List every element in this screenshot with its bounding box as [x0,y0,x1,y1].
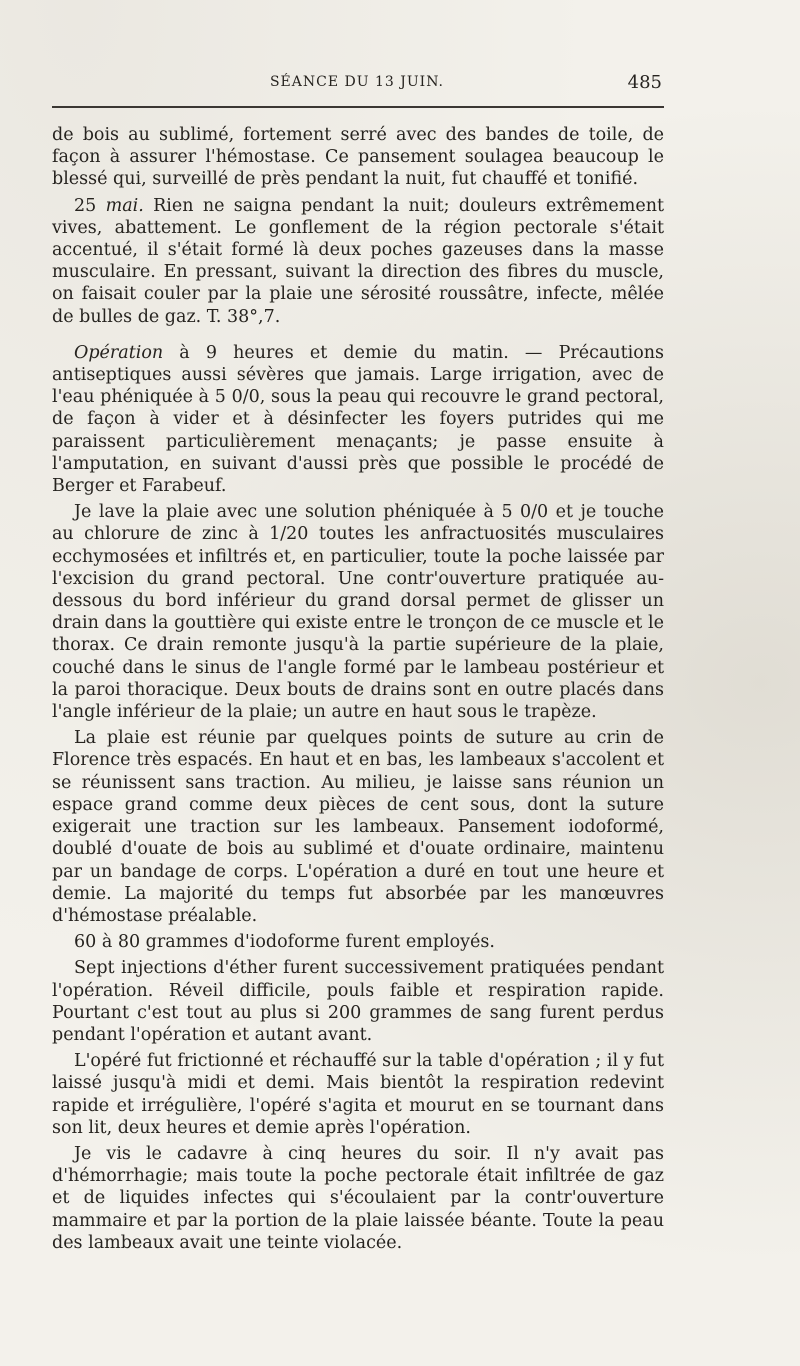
paragraph-text: Je lave la plaie avec une solution phéniquée à 5 0/0 et je touche au chlorure de zinc à 1/20 toutes les anfractuosités musculaires ecchymosées et infiltrés et, en particulier, toute la poche laissée par l'excision du grand pectoral. Une contr'ouverture pratiquée au-dessous du bord inférieur du grand dorsal permet de glisser un drain dans la gouttière qui existe entre le tronçon de ce muscle et le thorax. Ce drain remonte jusqu'à la partie supérieure de la plaie, couché dans le sinus de l'angle formé par le lambeau postérieur et la paroi thoracique. Deux bouts de drains sont en outre placés dans l'angle inférieur de la plaie; un autre en haut sous le trapèze. [52,502,664,723]
paragraph-6 [52,931,664,953]
paragraph-text: de bois au sublimé, fortement serré avec des bandes de toile, de façon à assurer l'hémostase. Ce pansement soulagea beaucoup le blessé qui, surveillé de près pendant la nuit, fut chauffé et tonifié. [52,125,664,190]
date-day: 25 [74,195,106,216]
paragraph-text: Je vis le cadavre à cinq heures du soir. Il n'y avait pas d'hémorrhagie; mais toute la poche pectorale était infiltrée de gaz et de liquides infectes qui s'écoulaient par la contr'ouverture mammaire et par la portion de la plaie laissée béante. Toute la peau des lambeaux avait une teinte violacée. [52,1143,664,1253]
page-header [52,74,662,100]
paragraph-4 [52,501,664,723]
paragraph-text: à 9 heures et demie du matin. — Précautions antiseptiques aussi sévères que jamais. Large irrigation, avec de l'eau phéniquée à 5 0/0, sous la peau qui recouvre le grand pectoral, de façon à vider et à désinfecter les foyers putrides qui me paraissent particulièrement menaçants; je passe ensuite à l'amputation, en suivant d'aussi près que possible le procédé de Berger et Farabeuf. [52,342,664,497]
body-text [52,124,664,1254]
paragraph-9 [52,1143,664,1254]
page-number: 485 [627,72,662,93]
paragraph-1 [52,124,664,191]
paragraph-text: L'opéré fut frictionné et réchauffé sur la table d'opération ; il y fut laissé jusqu'à midi et demi. Mais bientôt la respiration redevint rapide et irrégulière, l'opéré s'agita et mourut en se tournant dans son lit, deux heures et demie après l'opération. [52,1051,664,1138]
date-month: mai. [105,195,144,216]
paragraph-2 [52,195,664,328]
paragraph-7 [52,957,664,1046]
paragraph-text: Rien ne saigna pendant la nuit; douleurs extrêmement vives, abattement. Le gonflement de la région pectorale s'était accentué, il s'était formé là deux poches gazeuses dans la masse musculaire. En pressant, suivant la direction des fibres du muscle, on faisait couler par la plaie une sérosité roussâtre, infecte, mêlée de bulles de gaz. T. 38°,7. [52,195,664,327]
header-rule [52,106,664,108]
operation-lead: Opération [74,342,164,363]
paragraph-text: 60 à 80 grammes d'iodoforme furent employés. [74,932,495,953]
running-title: SÉANCE DU 13 JUIN. [269,74,445,90]
paragraph-3 [52,342,664,497]
paragraph-text: La plaie est réunie par quelques points de suture au crin de Florence très espacés. En haut et en bas, les lambeaux s'accolent et se réunissent sans traction. Au milieu, je laisse sans réunion un espace grand comme deux pièces de cent sous, dont la suture exigerait une traction sur les lambeaux. Pansement iodoformé, doublé d'ouate de bois au sublimé et d'ouate ordinaire, maintenu par un bandage de corps. L'opération a duré en tout une heure et demie. La majorité du temps fut absorbée par les manœuvres d'hémostase préalable. [52,728,664,926]
paragraph-5 [52,727,664,927]
paragraph-text: Sept injections d'éther furent successivement pratiquées pendant l'opération. Réveil difficile, pouls faible et respiration rapide. Pourtant c'est tout au plus si 200 grammes de sang furent perdus pendant l'opération et autant avant. [52,958,664,1045]
paragraph-8 [52,1050,664,1139]
